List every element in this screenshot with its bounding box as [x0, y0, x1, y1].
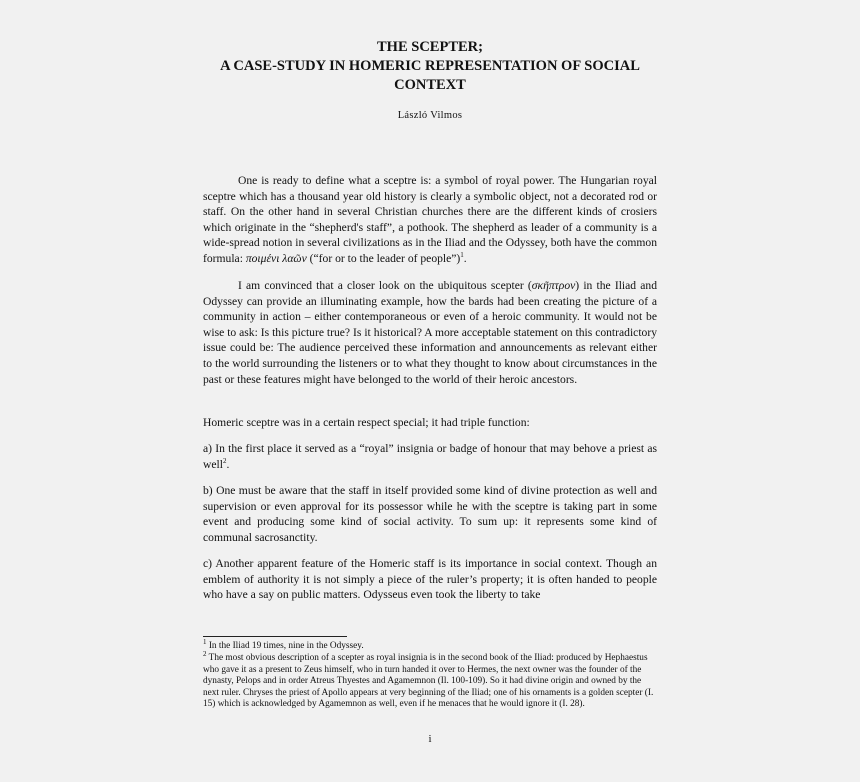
title-line-3: CONTEXT	[394, 77, 466, 93]
paragraph-5-text: b) One must be aware that the staff in itself provided some kind of divine protection as well and supervision or even approval for its possessor while he with the sceptre is taking part in some event and producing some kind of social activity. To sum up: it represents some kind of communal sacrosanctity.	[203, 484, 657, 544]
paragraph-1-end: .	[463, 251, 467, 265]
footnote-1-text: In the Iliad 19 times, nine in the Odyssey.	[206, 641, 364, 651]
footnote-1-number: 1	[203, 637, 207, 646]
paragraph-2-text-cont: ) in the Iliad and Odyssey can provide an illuminating example, how the bards had been creating the picture of a community in action – either contemporaneous or even of a heroic community. It would not be wise to ask: Is this picture true? Is it historical? A more acceptable statement on this contradictory issue could be: The audience perceived these information and announcements as relevant either to the world surrounding the listeners or to what they thought to know about circumstances in the past or these features might have belonged to the world of their heroic ancestors.	[203, 279, 657, 386]
title-line-1: THE SCEPTER;	[377, 39, 483, 55]
paragraph-1	[203, 173, 657, 267]
footnote-2-text: The most obvious description of a scepter as royal insignia is in the second book of the Iliad: produced by Hephaestus who gave it as a present to Zeus himself, who in turn handed it over to Hermes, the next owner was the founder of the dynasty, Pelops and in order Atreus Thyestes and Agamemnon (Il. 100-109). So it had divine origin and owned by the next ruler. Chryses the priest of Apollo appears at very beginning of the Iliad; one of his ornaments is a golden scepter (I. 15) which is acknowledged by Agamemnon as well, even if he menaces that he would ignore it (I. 28).	[203, 653, 654, 710]
page-number: i	[428, 733, 432, 745]
footnote-1	[203, 637, 657, 653]
paragraph-6-text: c) Another apparent feature of the Homeric staff is its importance in social context. Though an emblem of authority it is not simply a piece of the ruler’s property; it is often handed to people who have a say on public matters. Odysseus even took the liberty to take	[203, 557, 657, 602]
footnote-separator	[203, 636, 347, 637]
paragraph-5	[203, 483, 657, 545]
paragraph-1-text: One is ready to define what a sceptre is: a symbol of royal power. The Hungarian royal sceptre which has a thousand year old history is clearly a symbolic object, not a decorated rod or staff. On the other hand in several Christian churches there are the different kinds of crosiers which originate in the “shepherd's staff”, a pothook. The shepherd as leader of a community is a wide-spread notion in several civilizations as in the Iliad and the Odyssey, both have the common formula:	[203, 174, 657, 265]
paragraph-6	[203, 556, 657, 603]
footnote-ref-1[interactable]: 1	[460, 251, 464, 260]
paragraph-3-text: Homeric sceptre was in a certain respect special; it had triple function:	[203, 416, 530, 429]
footnote-2	[203, 649, 657, 711]
author-name: László Vilmos	[397, 110, 463, 121]
paragraph-4-text: a) In the first place it served as a “royal” insignia or badge of honour that may behove a priest as well	[203, 442, 657, 471]
paragraph-2-text: I am convinced that a closer look on the ubiquitous scepter (	[238, 279, 532, 292]
paragraph-1-text-cont: (“for or to the leader of people”)	[306, 251, 461, 265]
title-line-2: A CASE-STUDY IN HOMERIC REPRESENTATION OF SOCIAL	[220, 58, 640, 74]
footnote-ref-2[interactable]: 2	[222, 456, 227, 465]
greek-scepter-word: σκῆπτρον	[531, 279, 576, 292]
paragraph-2	[203, 278, 657, 387]
greek-formula: ποιμένι λαῶν	[245, 251, 307, 265]
footnote-2-number: 2	[203, 649, 207, 658]
paragraph-3	[203, 415, 657, 431]
paragraph-4-end: .	[226, 457, 230, 471]
paragraph-4	[203, 441, 657, 472]
